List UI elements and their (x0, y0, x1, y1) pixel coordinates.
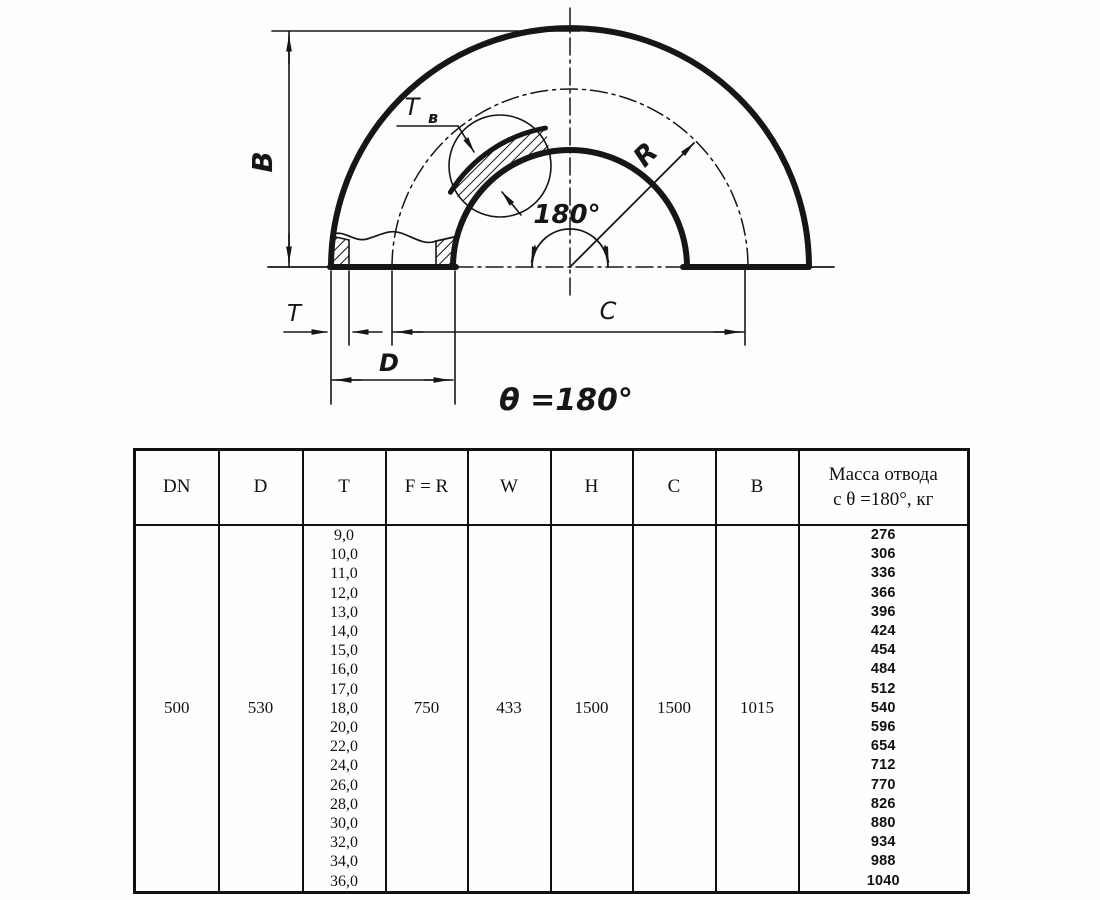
label-c: C (599, 297, 617, 325)
t-value: 26,0 (330, 776, 358, 794)
col-header-mass (799, 450, 969, 526)
mass-value: 770 (870, 776, 896, 793)
t-value: 22,0 (330, 738, 358, 756)
mass-value: 366 (870, 584, 896, 601)
mass-value: 596 (870, 719, 896, 736)
mass-header-line1: Масса отвода (828, 463, 938, 485)
col-header-t: T (303, 450, 386, 526)
label-d: D (379, 349, 399, 377)
mass-header-line2: с θ =180°, кг (833, 488, 934, 510)
wall-hatch-right (436, 237, 454, 266)
t-value: 34,0 (330, 853, 358, 871)
col-header-h: H (551, 450, 633, 526)
cell-t-values (303, 525, 386, 892)
mass-value: 880 (870, 815, 896, 832)
col-header-c: C (633, 450, 716, 526)
t-value: 16,0 (330, 661, 358, 679)
cell-h: 1500 (551, 525, 633, 892)
tb-inner-arrow (502, 192, 521, 215)
t-value: 36,0 (330, 872, 358, 890)
t-value: 9,0 (334, 527, 354, 544)
label-b: B (246, 151, 279, 173)
t-value: 30,0 (330, 815, 358, 833)
mass-value: 276 (870, 527, 896, 543)
mass-value: 540 (870, 699, 896, 716)
mass-value: 988 (870, 853, 896, 870)
t-value: 28,0 (330, 795, 358, 813)
mass-value: 712 (870, 757, 896, 774)
t-value: 15,0 (330, 642, 358, 660)
col-header-b: B (716, 450, 799, 526)
mass-value: 1040 (866, 872, 900, 889)
header-row (135, 450, 969, 526)
label-t: T (286, 301, 302, 327)
col-header-d: D (219, 450, 303, 526)
data-row (135, 525, 969, 892)
t-value: 24,0 (330, 757, 358, 775)
cell-w: 433 (468, 525, 551, 892)
mass-value: 934 (870, 834, 896, 851)
mass-value: 654 (870, 738, 896, 755)
mass-value: 336 (870, 565, 896, 582)
t-value: 11,0 (330, 565, 358, 583)
mass-values-list (800, 526, 968, 891)
cell-fr: 750 (386, 525, 468, 892)
t-value: 14,0 (330, 623, 358, 641)
mass-value: 484 (870, 661, 896, 678)
wall-hatch-left (331, 236, 349, 266)
t-value: 20,0 (330, 719, 358, 737)
label-tb-sub: в (427, 108, 439, 127)
label-angle-180: 180° (533, 200, 601, 230)
elbow-drawing (0, 0, 1100, 445)
t-values-list (304, 526, 385, 891)
dimensions-table (133, 448, 970, 894)
t-value: 17,0 (330, 680, 358, 698)
mass-value: 512 (870, 680, 896, 697)
cell-mass-values (799, 525, 969, 892)
mass-value: 396 (870, 603, 896, 620)
label-r: R (627, 136, 665, 174)
mass-value: 306 (870, 546, 896, 563)
label-theta-180: θ =180° (499, 383, 633, 418)
cell-d: 530 (219, 525, 303, 892)
t-value: 18,0 (330, 699, 358, 717)
mass-value: 826 (870, 795, 896, 812)
t-value: 13,0 (330, 603, 358, 621)
t-value: 10,0 (330, 546, 358, 564)
cell-c: 1500 (633, 525, 716, 892)
cell-b: 1015 (716, 525, 799, 892)
tb-leader-arrow (458, 126, 474, 152)
cell-dn: 500 (135, 525, 219, 892)
mass-value: 454 (870, 642, 896, 659)
label-tb-main: T (404, 93, 420, 121)
t-value: 12,0 (330, 584, 358, 602)
col-header-w: W (468, 450, 551, 526)
col-header-dn: DN (135, 450, 219, 526)
col-header-fr: F = R (386, 450, 468, 526)
mass-value: 424 (870, 623, 896, 640)
tb-wall-band (450, 128, 549, 205)
t-value: 32,0 (330, 834, 358, 852)
